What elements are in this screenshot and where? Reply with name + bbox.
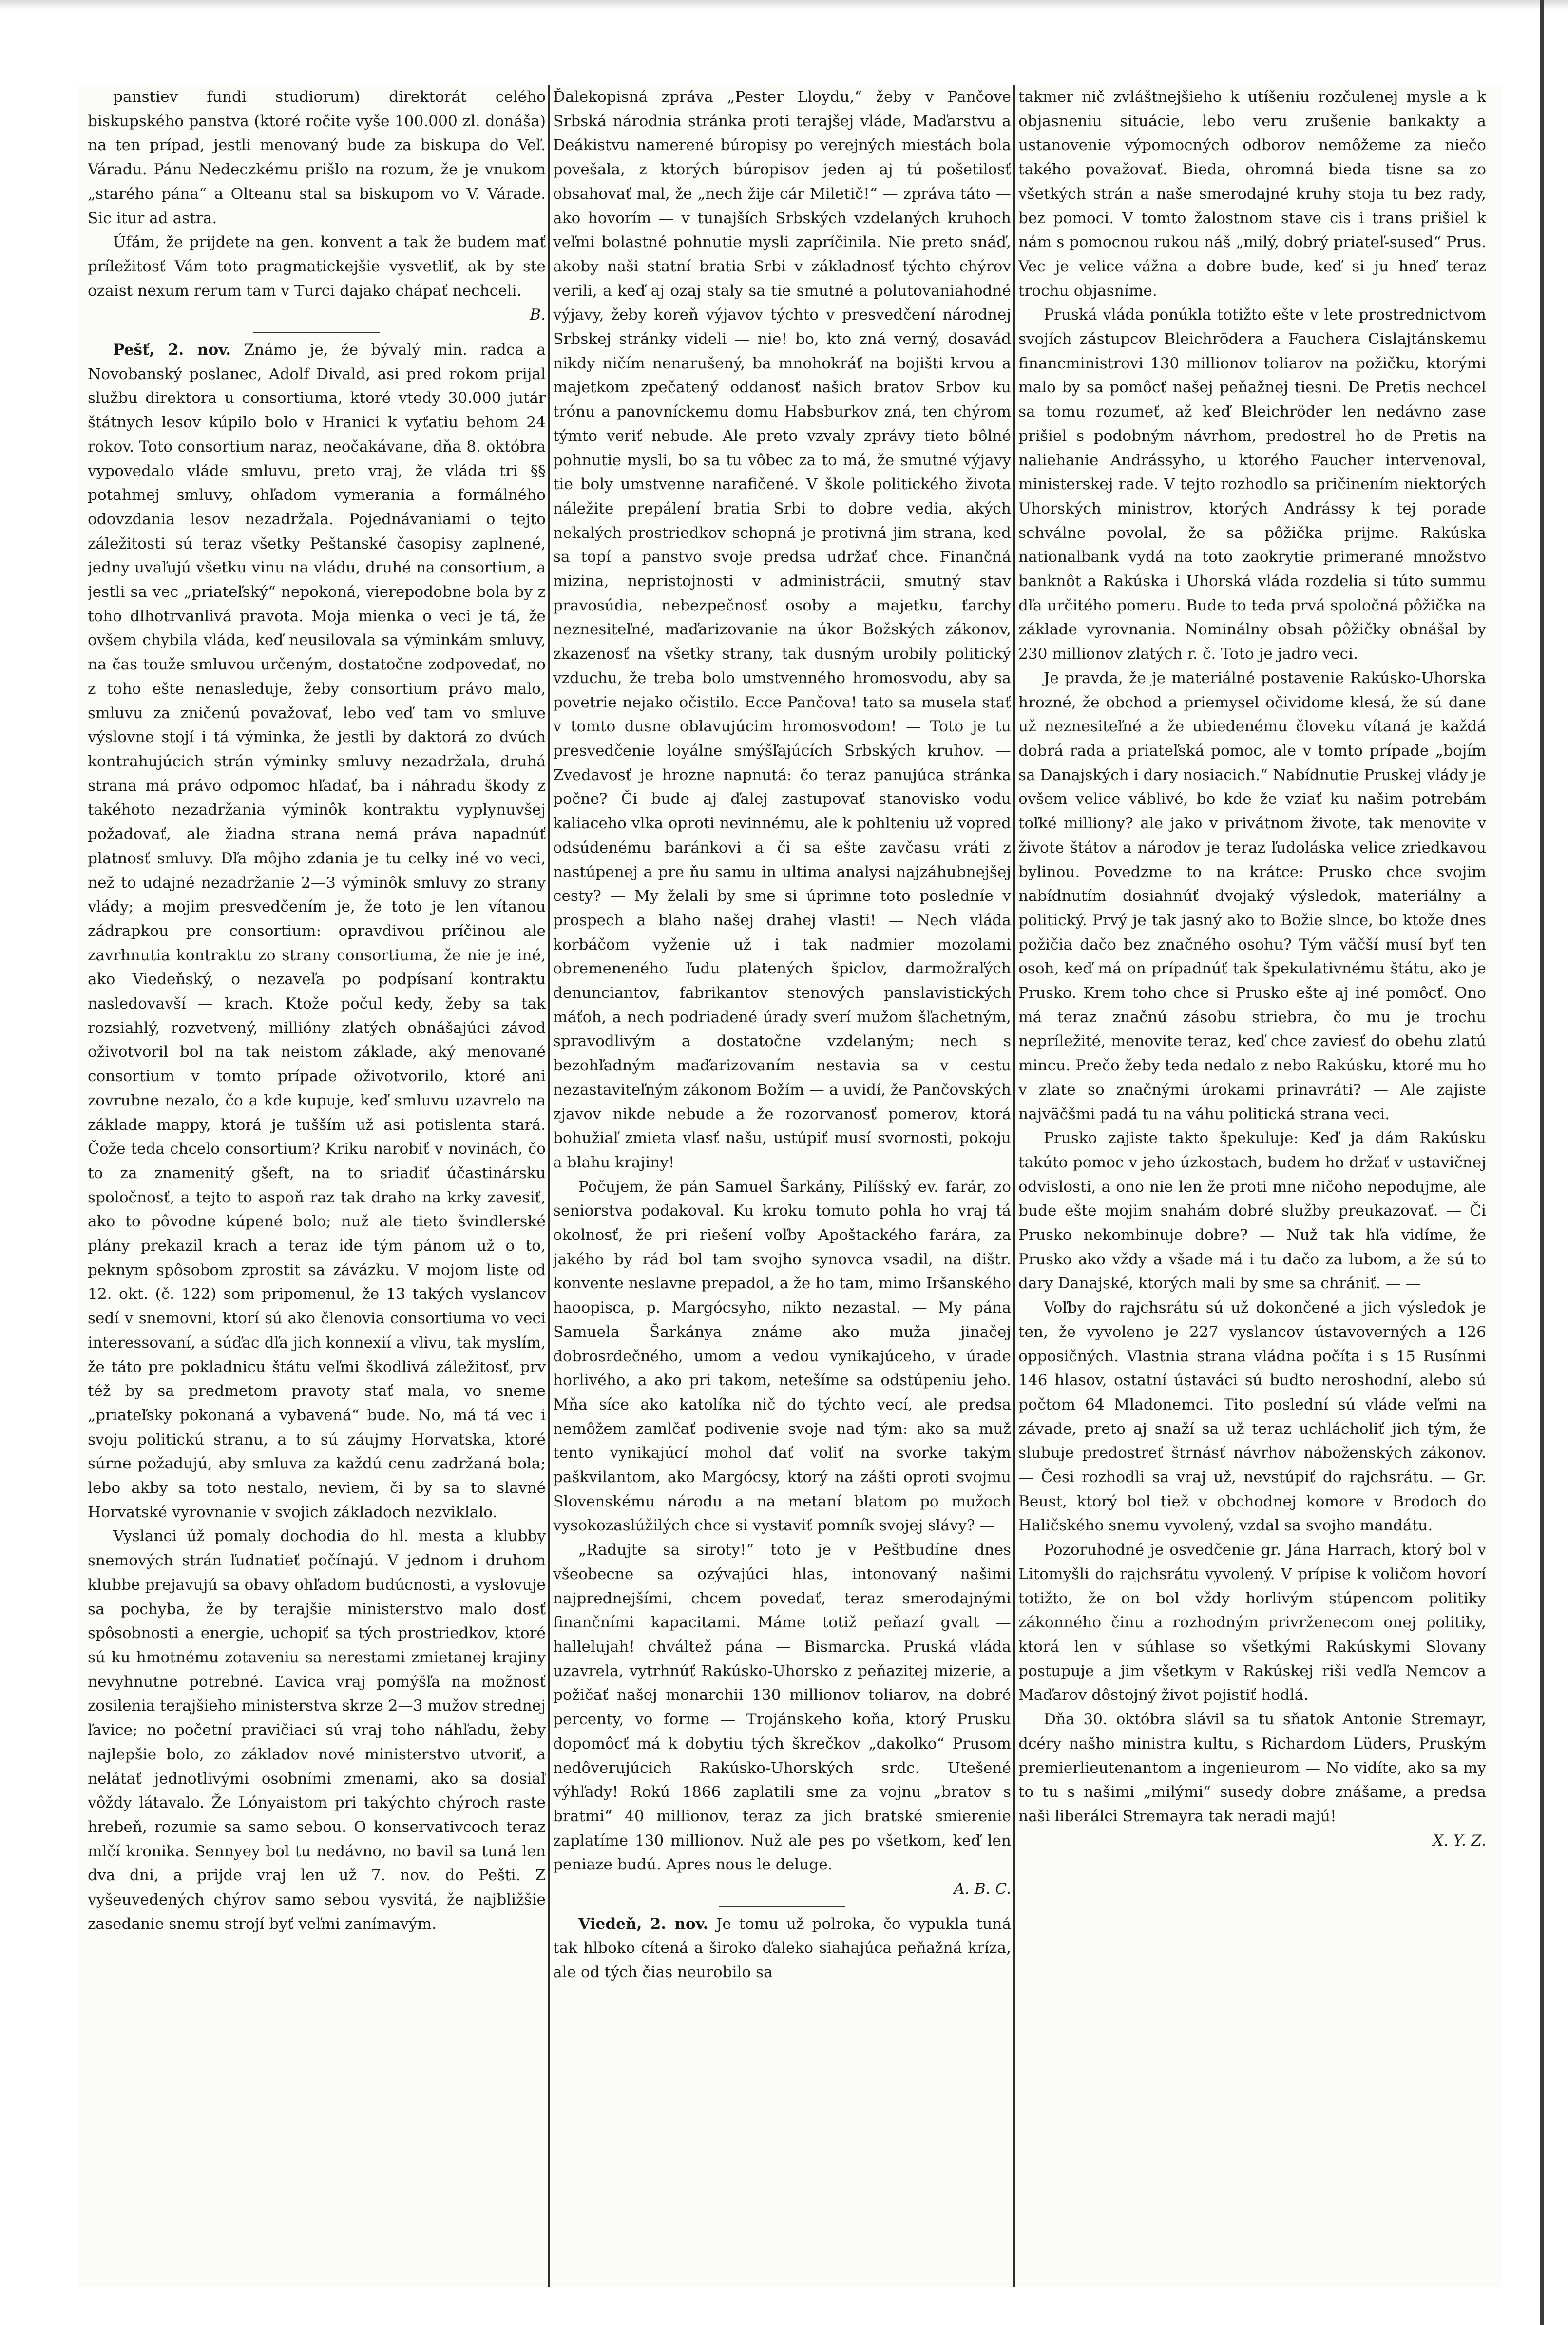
- scan-right-edge: [1540, 0, 1544, 2325]
- section-separator: [719, 1906, 845, 1907]
- column-left: [88, 85, 546, 2287]
- paragraph-text: Známo je, že bývalý min. radca a Novobanský poslanec, Adolf Divald, asi pred rokom prijal službu direktora u consortiuma, ktoré vtedy 30.000 jutár štátnych lesov kúpilo bolo v Hranici k vyťatiu behom 24 rokov. Toto consortium naraz, neočakávane, dňa 8. októbra vypovedalo vláde smluvu, preto vraj, že vláda tri §§ potahmej smluvy, ohľadom vymerania a formálného odovzdania lesov nezadržala. Pojednávaniami o tejto záležitosti sú teraz všetky Peštanské časopisy zaplnené, jedny uvaľujú všetku vinu na vládu, druhé na consortium, a jestli sa vec „priateľský“ nepokoná, vierepodobne bola by z toho dlhotrvanlivá pravota. Moja mienka o veci je tá, že ovšem chybila vláda, keď neusilovala sa výminkám smluvy, na čas touže smluvou určeným, dostatočne zodpovedať, no z toho ešte nenasleduje, žeby consortium právo malo, smluvu za zničenú považovať, lebo veď tam vo smluve výslovne stojí i tá výminka, že jestli by daktorá zo dvúch kontrahujúcich strán výminky smluvy nezadržala, druhá strana má právo odpomoc hľadať, ba i náhradu škody z takéhoto nezadržania výminôk kontraktu vyplynuvšej požadovať, ale žiadna strana nemá práva napadnúť platnosť smluvy. Dľa môjho zdania je tu celky iné vo veci, než to udajné nezadržanie 2—3 výminôk smluvy zo strany vlády; a mojim presvedčením je, že toto je len vítanou zádrapkou pre consortium: opravdivou príčinou ale zavrhnutia kontraktu zo strany consortiuma, že nie je iné, ako Viedeňský, o nezaveľa po podpísaní kontraktu nasledovavší — krach. Ktože počul kedy, žeby sa tak rozsiahlý, rozvetvený, millióny zlatých obnášajúci závod oživotvoril bol na tak neistom základe, aký menované consortium v tomto prípade oživotvorilo, ktoré ani zovrubne nezalo, čo a kde kupuje, keď smluvu uzavrelo na základe mappy, ktorá je tušším už asi potislenta stará. Čože teda chcelo consortium? Kriku narobiť v novinách, čo to za znamenitý gšeft, na to sriadiť účastinársku spoločnosť, a tejto to aspoň raz tak draho na krky zavesiť, ako to pôvodne kúpené bolo; nuž ale tieto švindlerské plány prekazil krach a teraz ide tým pánom už o to, peknym spôsobom zprostit sa závázku. V mojom liste od 12. okt. (č. 122) som pripomenul, že 13 takých vyslancov sedí v snemovni, ktorí sú ako členovia consortiuma vo veci interessovaní, a súďac dľa jich konnexií a vlivu, tak myslím, že táto pre pokladnicu štátu veľmi škodlivá záležitosť, prv též by sa predmetom pravoty stať mala, vo sneme „priateľsky pokonaná a vybavená“ bude. No, má tá vec i svoju politickú stranu, a to sú záujmy Horvatska, ktoré súrne požadujú, aby smluva za každú cenu zadržaná bola; lebo akby sa toto nestalo, neviem, či by sa to slavné Horvatské vyrovnanie v svojich základoch nezviklalo.: [88, 341, 546, 1521]
- paragraph: panstiev fundi studiorum) direktorát celého biskupského panstva (ktoré ročite vyše 100.000 zl. donáša) na ten prípad, jestli menovaný bude za biskupa do Veľ. Váradu. Pánu Nedeczkému prišlo na rozum, že je vnukom „starého pána“ a Olteanu stal sa biskupom vo V. Várade. Sic itur ad astra.: [88, 88, 546, 227]
- paragraph: Pozoruhodné je osvedčenie gr. Jána Harrach, ktorý bol v Litomyšli do rajchsrátu vyvolený. V prípise k voličom hovorí totižto, že on bol vždy horlivým stúpencom politiky zákonného činu a rozhodným privrženecom onej politiky, ktorá len v súhlase so všetkými Rakúskymi Slovany postupuje a jim všetkym v Rakúskej riši vedľa Nemcov a Maďarov dôstojný život pojistiť hodlá.: [1018, 1541, 1486, 1704]
- article-signature: [553, 1877, 1011, 1902]
- dateline: Pešť, 2. nov.: [113, 341, 231, 359]
- column-rule-left: [548, 85, 550, 2287]
- column-middle: [553, 85, 1011, 2287]
- paragraph: Počujem, že pán Samuel Šarkány, Pilíšský ev. farár, zo seniorstva podakoval. Ku kroku tomuto pohla ho vraj tá okolnosť, že pri riešení voľby Apoštackého farára, za jakého by rád bol tam svojho synovca vsadil, na dištr. konvente neslavne prepadol, a že ho tam, mimo Iršanského haoopisca, p. Margócsyho, nikto nezastal. — My pána Samuela Šarkánya známe ako muža jinačej dobrosrdečného, umom a vedou vynikajúceho, v úrade horlivého, a ako pri takom, netešíme sa odstúpeniu jeho. Mňa síce ako katolíka nič do týchto vecí, ale predsa nemôžem zamlčať podivenie svoje nad tým: ako sa muž tento vynikajúcí mohol dať voliť na svorke takým paškvilantom, ako Margócsy, ktorý na zášti oproti svojmu Slovenskému národu a na metaní blatom po mužoch vysokozaslúžilých chce si vystaviť pomník svojej slávy? —: [553, 1178, 1011, 1535]
- signature-initials: A. B. C.: [954, 1880, 1011, 1898]
- paragraph: Je pravda, že je materiálné postavenie Rakúsko-Uhorska hrozné, že obchod a priemysel očividome klesá, že sú dane už neznesiteľné a že ubiedenému človeku vítaná je každá dobrá rada a priateľská pomoc, ale v tomto prípade „bojím sa Danajských i dary nosiacich.“ Nabídnutie Pruskej vlády je ovšem velice váblivé, bo kde že vziať ku našim potrebám toľké milliony? ale jako v privátnom živote, tak menovite v živote štátov a národov je teraz ľudoláska velice zriedkavou bylinou. Povedzme to na krátce: Prusko chce svojim nabídnutím dosiahnúť dvojaký výsledok, materiálny a politický. Prvý je tak jasný ako to Božie slnce, bo ktože dnes požičia dačo bez značného osohu? Tým väčší musí byť ten osoh, keď má on prípadnúť tak špekulativnému štátu, ako je Prusko. Krem toho chce si Prusko ešte aj iné pomôcť. Ono má teraz značnú zásobu striebra, čo mu je trochu nepríležité, menovite teraz, keď chce zaviesť do obehu zlatú mincu. Prečo žeby teda nedalo z nebo Rakúsku, ktoré mu ho v zlate so značnými úrokami prinavráti? — Ale zajiste najväčšmi padá tu na váhu politická strana veci.: [1018, 669, 1486, 1123]
- column-rule-right: [1013, 85, 1015, 2287]
- paragraph: Pruská vláda ponúkla totižto ešte v lete prostrednictvom svojích zástupcov Bleichrödera a Fauchera Cislajtánskemu financministrovi 130 millionov toliarov na požičku, ktorými malo by sa pomôcť našej peňažnej tiesni. De Pretis nechcel sa tomu rozumeť, až keď Bleichröder len nedávno zase prišiel s podobným návrhom, predostrel ho de Pretis na naliehanie Andrássyho, u ktorého Faucher intervenoval, ministerskej rade. V tejto rozhodlo sa pričinením niektorých Uhorských ministrov, ktorých Andrássy k tej porade schválne povolal, že sa pôžička prijme. Rakúska nationalbank vydá na toto zaokrytie primerané množstvo banknôt a Rakúska i Uhorská vláda rozdelia si túto summu dľa určitého pomeru. Bude to teda prvá spoločná pôžička na základe vyrovnania. Nominálny obsah pôžičky obnášal by 230 millionov zlatých r. č. Toto je jadro veci.: [1018, 306, 1486, 663]
- paragraph: Úfám, že prijdete na gen. konvent a tak že budem mať príležitosť Vám toto pragmatickejšie vysvetliť, ak by ste ozaist nexum rerum tam v Turci dajako chápať nechceli.: [88, 233, 546, 300]
- paragraph: „Radujte sa siroty!“ toto je v Peštbudíne dnes všeobecne sa ozývajúci hlas, intonovaný našimi najprednejšími, chcem povedať, teraz smerodajnými finančními kapacitami. Máme totiž peňazí gvalt — hallelujah! chváltež pána — Bismarcka. Pruská vláda uzavrela, vytrhnúť Rakúsko-Uhorsko z peňazitej mizerie, a požičať našej monarchii 130 millionov toliarov, na dobré percenty, vo forme — Trojánskeho koňa, ktorý Prusku dopomôcť má k dobytiu tých škrečkov „dakolko“ Prusom nedôverujúcich Rakúsko-Uhorských srdc. Utešené výhľady! Rokú 1866 zaplatili sme za vojnu „bratov s bratmi“ 40 millionov, teraz za jich bratské smierenie zaplatíme 130 millionov. Nuž ale pes po všetkom, keď len peniaze budú. Apres nous le deluge.: [553, 1541, 1011, 1874]
- section-separator: [253, 332, 380, 333]
- paragraph: Prusko zajiste takto špekuluje: Keď ja dám Rakúsku takúto pomoc v jeho úzkostach, budem ho držať v ustavičnej odvislosti, a ono nie len že proti mne ničoho nepodujme, ale bude ešte mojim snahám dobré služby preukazovať. — Či Prusko nekombinuje dobre? — Nuž tak hľa vidíme, že Prusko ako vždy a všade má i tu dačo za lubom, a že sú to dary Danajské, ktorých mali by sme sa chrániť. — —: [1018, 1129, 1486, 1293]
- paragraph: Voľby do rajchsrátu sú už dokončené a jich výsledok je ten, že vyvoleno je 227 vyslancov ústavoverných a 126 opposičných. Vlastnia strana vládna počíta i s 15 Rusínmi 146 hlasov, ostatní ústaváci sú budto neroshodní, alebo sú počtom 64 Mladonemci. Tito poslední sú vláde veľmi na závade, preto aj snaží sa už teraz uchlácholiť jich tým, že slubuje predostreť štrnásť návrhov náboženských zákonov. — Česi rozhodli sa vraj už, nevstúpiť do rajchsrátu. — Gr. Beust, ktorý bol tiež v obchodnej komore v Brodoch do Haličského snemu vyvolený, vzdal sa svojho mandátu.: [1018, 1299, 1486, 1535]
- dateline-paragraph: [88, 338, 546, 1525]
- article-signature: [88, 303, 546, 327]
- signature-initials: B.: [530, 306, 546, 324]
- article-signature: [1018, 1829, 1486, 1853]
- paragraph: Ďalekopisná zpráva „Pester Lloydu,“ žeby v Pančove Srbská národnia stránka proti terajšej vláde, Maďarstvu a Deákistvu namerené búropisy po verejných miestách bola povešala, z ktorých búropisov jeden aj tú pošetilosť obsahovať mal, že „nech žije cár Miletič!“ — zpráva táto — ako hovorím — v tunajších Srbských vzdelaných kruhoch veľmi bolastné pohnutie mysli zapríčinila. Nie preto snáď, akoby naši statní bratia Srbi v základnosť týchto chýrov verili, a keď aj ozaj staly sa tie smutné a polutovaniahodné výjavy, žeby koreň výjavov týchto v presvedčení národnej Srbskej stránky videli — nie! bo, kto zná verný, dosavád nikdy ničím nenarušený, ba mnohokráť na bojišti krvou a majetkom zpečatený oddanosť našich bratov Srbov ku trónu a panovníckemu domu Habsburkov zná, ten chýrom týmto veriť nebude. Ale preto vzvaly zprávy tieto bôlné pohnutie mysli, bo sa tu vôbec za to má, že smutné výjavy tie boly umstvenne narafičené. V škole politického života náležite prepálení bratia Srbi to dobre vedia, akých nekalých prostriedkov schopná je protivná jim strana, keď sa topí a panstvo svoje predsa udržať chce. Finančná mizina, nepristojnosti v administrácii, smutný stav pravosúdia, nebezpečnosť osoby a majetku, ťarchy neznesiteľné, maďarizovanie na úkor Božských zákonov, zkazenosť na všetky strany, tak dusným urobily politický vzduchu, že treba bolo umstvenného hromosvodu, aby sa povetrie nejako očistilo. Ecce Pančova! tato sa musela stať v tomto dusne oblavujúcim hromosvodom! — Toto je tu presvedčenie loyálne smýšľajúcích Srbských kruhov. — Zvedavosť je hrozne napnutá: čo teraz panujúca stránka počne? Či bude aj ďalej zastupovať stanovisko vodu kaliaceho vlka oproti nevinnému, ale k pohlteniu už vopred odsúdenému baránkovi a či sa ešte zavčasu vráti z nastúpenej a pre ňu samu in ultima analysi najzáhubnejšej cesty? — My želali by sme si úprimne toto posledníe v prospech a blaho našej drahej vlasti! — Nech vláda korbáčom vyženie už i tak nadmier mozolami obremeneného ľudu platených špiclov, darmožraľých denunciantov, fabrikantov stenových panslavistických máťoh, a nech podriadené úrady sverí mužom šľachetným, spravodlivým a dostatočne vzdelaným; nech s bezohľadným maďarizovaním nestavia sa v cestu nezastaviteľným zákonom Božím — a uvidí, že Pančovských zjavov nikde nebude a že rozorvanosť pomerov, ktorá bohužiaľ zmieta vlasť našu, ustúpiť musí svornosti, pokoju a blahu krajiny!: [553, 88, 1011, 1171]
- column-right: [1018, 85, 1486, 2287]
- signature-initials: X. Y. Z.: [1433, 1831, 1486, 1849]
- paragraph: takmer nič zvláštnejšieho k utíšeniu rozčulenej mysle a k objasneniu situácie, lebo veru zrušenie bankakty a ustanovenie výpomocných odborov nemôžeme za niečo takého považovať. Bieda, ohromná bieda tisne sa zo všetkých strán a naše smerodajné kruhy stoja tu bez rady, bez pomoci. V tomto žalostnom stave cis i trans prišiel k nám s pomocnou rukou náš „milý, dobrý priateľ-sused“ Prus. Vec je velice vážna a dobre bude, keď si ju hneď teraz trochu objasníme.: [1018, 88, 1486, 300]
- scan-top-strip: [0, 0, 1568, 10]
- paragraph: Vyslanci úž pomaly dochodia do hl. mesta a klubby snemových strán ľudnatieť počínajú. V jednom i druhom klubbe prejavujú sa obavy ohľadom budúcnosti, a vyslovuje sa pochyba, že by terajšie ministerstvo malo dosť spôsobnosti a energie, uchopiť sa tých prostriedkov, ktoré sú ku hmotnému zotaveniu sa nerestami zmietanej krajiny nevyhnutne potrebné. Ľavica vraj pomýšľa na možnosť zosilenia terajšieho ministerstva skrze 2—3 mužov strednej ľavice; no početní pravičiaci sú vraj toho náhľadu, žeby najlepšie bolo, zo základov nové ministerstvo utvoriť, a nelátať jednotlivými osobními zmenami, ako sa dosiaľ vôždy látavalo. Že Lónyaistom pri takýchto chýroch raste hrebeň, rozumie sa samo sebou. O konservativcoch teraz mlčí kronika. Sennyey bol tu nedávno, no bavil sa tuná len dva dni, a prijde vraj len už 7. nov. do Pešti. Z vyšeuvedených chýrov samo sebou vysvitá, že najbližšie zasedanie snemu strojí byť veľmi zanímavým.: [88, 1527, 546, 1933]
- newspaper-page: [78, 85, 1501, 2287]
- paragraph-text: Je tomu už polroka, čo vypukla tuná tak hlboko cítená a široko ďaleko siahajúca peňažná kríza, ale od tých čias neurobilo sa: [553, 1915, 1011, 1982]
- dateline: Viedeň, 2. nov.: [578, 1915, 708, 1933]
- paragraph: Dňa 30. októbra slávil sa tu sňatok Antonie Stremayr, dcéry našho ministra kultu, s Richardom Lüders, Pruským premierlieutenantom a ingenieurom — No vidíte, ako sa my to tu s našimi „milými“ susedy dobre znášame, a predsa naši liberálci Stremayra tak neradi majú!: [1018, 1711, 1486, 1825]
- dateline-paragraph: [553, 1912, 1011, 1985]
